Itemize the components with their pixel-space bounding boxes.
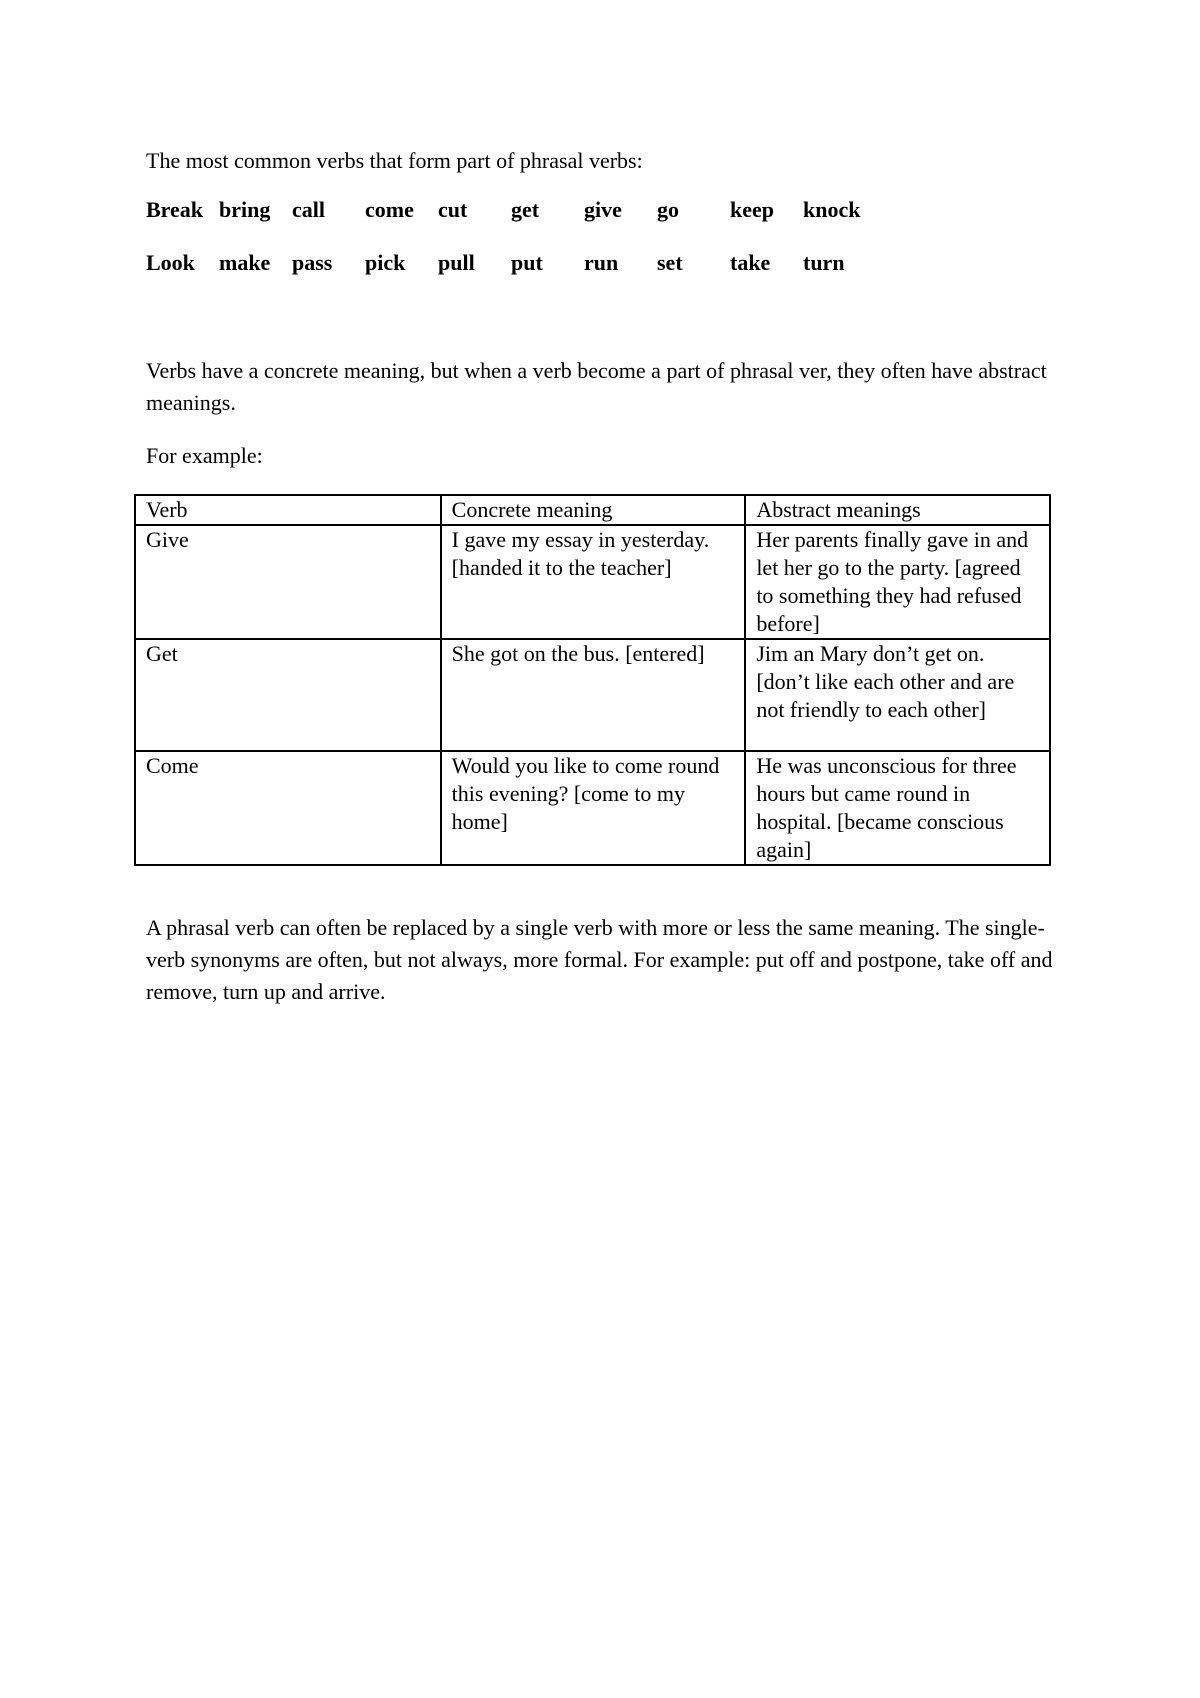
table-cell-concrete: She got on the bus. [entered] [441, 639, 746, 751]
paragraph-synonyms: A phrasal verb can often be replaced by a single verb with more or less the same meaning. The single-verb synonyms are often, but not always, more formal. For example: put off and postpone, take off and remove, turn up and arrive. [146, 915, 1053, 1004]
verb-word: give [584, 197, 622, 222]
verb-word: Look [146, 250, 195, 275]
verb-row-1 [146, 195, 946, 225]
verb-word: go [657, 197, 679, 222]
table-cell-verb: Come [135, 751, 441, 865]
verb-word: make [219, 250, 271, 275]
table-cell-verb: Give [135, 525, 441, 639]
verb-word: pick [365, 250, 406, 275]
paragraph-concrete-abstract: Verbs have a concrete meaning, but when a verb become a part of phrasal ver, they often have abstract meanings. [146, 358, 1047, 415]
verb-word: pass [292, 250, 333, 275]
table-row [135, 751, 1050, 865]
table-cell-concrete: I gave my essay in yesterday. [handed it to the teacher] [441, 525, 746, 639]
verb-word: come [365, 197, 414, 222]
table-cell-abstract: He was unconscious for three hours but came round in hospital. [became conscious again] [745, 751, 1050, 865]
verb-word: pull [438, 250, 475, 275]
verb-word: get [511, 197, 540, 222]
table-header-abstract: Abstract meanings [745, 495, 1050, 525]
table-header-verb: Verb [135, 495, 441, 525]
table-cell-verb: Get [135, 639, 441, 751]
verb-word: Break [146, 197, 204, 222]
verb-word: run [584, 250, 619, 275]
table-row [135, 525, 1050, 639]
table-cell-concrete: Would you like to come round this evening? [come to my home] [441, 751, 746, 865]
verb-word: take [730, 250, 771, 275]
verb-word: turn [803, 250, 845, 275]
verb-word: bring [219, 197, 271, 222]
verb-word: knock [803, 197, 861, 222]
verb-word: keep [730, 197, 774, 222]
verb-row-2 [146, 248, 946, 278]
table-cell-abstract: Her parents finally gave in and let her go to the party. [agreed to something they had refused before] [745, 525, 1050, 639]
table-row [135, 639, 1050, 751]
examples-table [134, 494, 1051, 866]
for-example-label: For example: [146, 443, 263, 468]
verb-word: put [511, 250, 543, 275]
table-header-row [135, 495, 1050, 525]
verb-word: call [292, 197, 325, 222]
verb-word: set [657, 250, 683, 275]
table-header-concrete: Concrete meaning [441, 495, 746, 525]
intro-text: The most common verbs that form part of phrasal verbs: [146, 148, 643, 173]
table-cell-abstract: Jim an Mary don’t get on. [don’t like each other and are not friendly to each other] [745, 639, 1050, 751]
verb-word: cut [438, 197, 468, 222]
